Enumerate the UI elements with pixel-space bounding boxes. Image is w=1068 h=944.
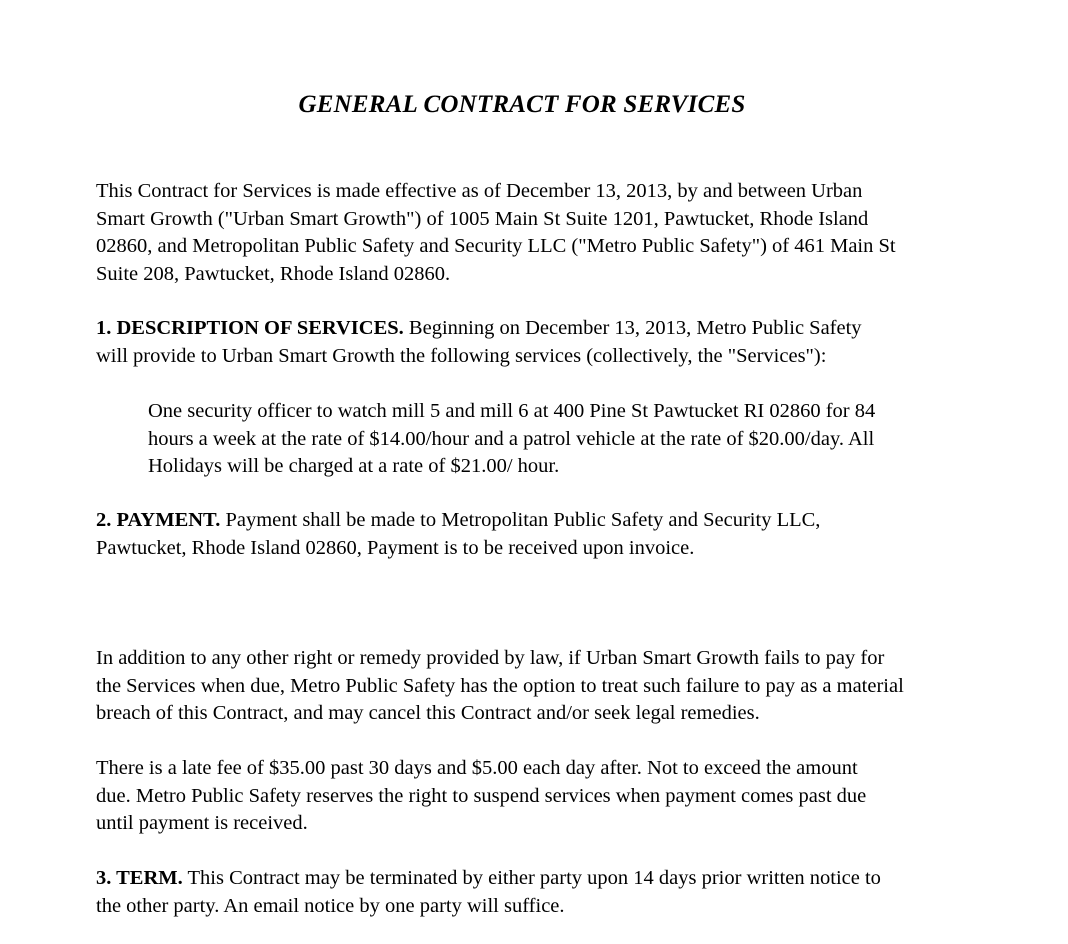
late-fee-line: There is a late fee of $35.00 past 30 days and $5.00 each day after. Not to exceed the amount xyxy=(96,757,858,779)
section-line: Pawtucket, Rhode Island 02860, Payment is to be received upon invoice. xyxy=(96,536,695,559)
remedy-line: the Services when due, Metro Public Safety has the option to treat such failure to pay as a material xyxy=(96,674,904,697)
remedy-paragraph xyxy=(96,645,976,728)
section-description-of-services xyxy=(96,315,976,370)
section-text: Beginning on December 13, 2013, Metro Public Safety xyxy=(403,317,862,339)
late-fee-paragraph xyxy=(96,755,976,838)
section-line: will provide to Urban Smart Growth the following services (collectively, the "Services"): xyxy=(96,344,827,367)
section-term xyxy=(96,865,976,920)
section-payment xyxy=(96,507,976,562)
services-line: Holidays will be charged at a rate of $21.00/ hour. xyxy=(148,455,560,477)
document-title: GENERAL CONTRACT FOR SERVICES xyxy=(298,91,746,118)
services-line: One security officer to watch mill 5 and mill 6 at 400 Pine St Pawtucket RI 02860 for 84 xyxy=(148,400,876,422)
section-text: This Contract may be terminated by either party upon 14 days prior written notice to xyxy=(182,867,881,889)
late-fee-line: due. Metro Public Safety reserves the right to suspend services when payment comes past due xyxy=(96,784,867,807)
section-heading: 3. TERM. xyxy=(96,867,183,889)
section-line xyxy=(96,315,976,343)
remedy-line: breach of this Contract, and may cancel this Contract and/or seek legal remedies. xyxy=(96,702,760,724)
intro-line: 02860, and Metropolitan Public Safety and Security LLC ("Metro Public Safety") of 461 Main St xyxy=(96,235,896,257)
section-heading: 1. DESCRIPTION OF SERVICES. xyxy=(96,317,404,339)
section-line xyxy=(96,865,976,893)
intro-paragraph xyxy=(96,178,976,288)
intro-line: Suite 208, Pawtucket, Rhode Island 02860. xyxy=(96,262,451,285)
section-line: the other party. An email notice by one party will suffice. xyxy=(96,894,565,917)
services-line: hours a week at the rate of $14.00/hour and a patrol vehicle at the rate of $20.00/day. All xyxy=(148,427,875,450)
intro-line: Smart Growth ("Urban Smart Growth") of 1005 Main St Suite 1201, Pawtucket, Rhode Island xyxy=(96,207,869,230)
late-fee-line: until payment is received. xyxy=(96,812,308,834)
remedy-line: In addition to any other right or remedy provided by law, if Urban Smart Growth fails to pay for xyxy=(96,647,885,669)
section-heading: 2. PAYMENT. xyxy=(96,509,221,531)
services-detail-paragraph xyxy=(148,398,948,481)
section-text: Payment shall be made to Metropolitan Public Safety and Security LLC, xyxy=(220,509,821,531)
intro-line: This Contract for Services is made effective as of December 13, 2013, by and between Urban xyxy=(96,180,863,202)
section-line xyxy=(96,507,976,535)
